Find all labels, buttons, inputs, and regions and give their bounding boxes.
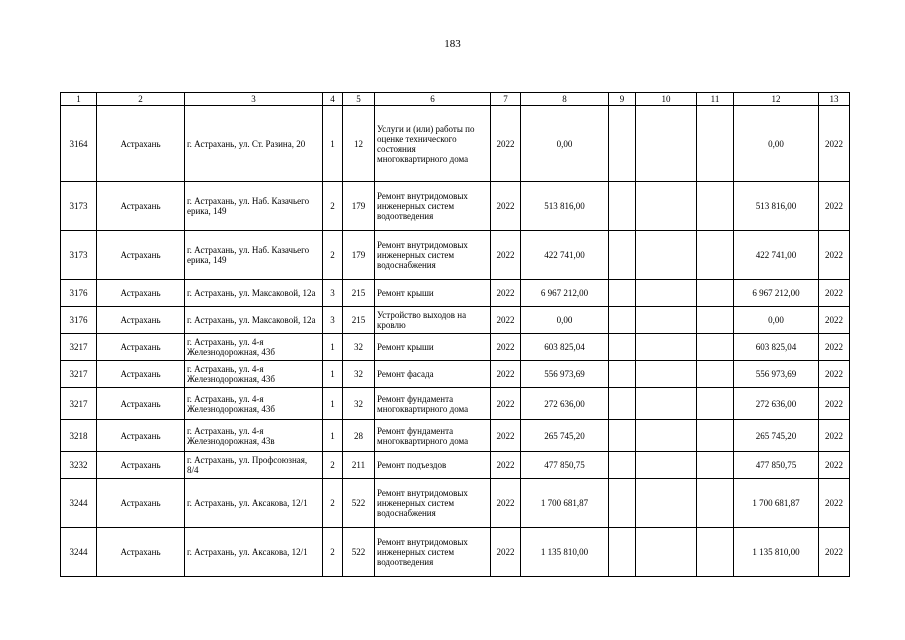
cell-id: 3232 — [61, 452, 97, 479]
cell-work-type: Ремонт крыши — [375, 280, 491, 307]
cell-city: Астрахань — [97, 182, 185, 231]
cell-col5: 211 — [343, 452, 375, 479]
table-row — [61, 452, 850, 479]
cell-address: г. Астрахань, ул. 4-я Железнодорожная, 43б — [185, 388, 323, 420]
cell-end-year: 2022 — [819, 182, 850, 231]
table-row — [61, 334, 850, 361]
cell-col9 — [609, 528, 636, 577]
column-header: 10 — [636, 93, 697, 106]
cell-col5: 12 — [343, 106, 375, 182]
cell-id: 3244 — [61, 528, 97, 577]
cell-col11 — [697, 528, 734, 577]
cell-year: 2022 — [491, 528, 521, 577]
cell-id: 3217 — [61, 334, 97, 361]
cell-col5: 32 — [343, 361, 375, 388]
table-row — [61, 182, 850, 231]
cell-col11 — [697, 420, 734, 452]
cell-total: 272 636,00 — [734, 388, 819, 420]
cell-amount: 477 850,75 — [521, 452, 609, 479]
cell-address: г. Астрахань, ул. Максаковой, 12а — [185, 307, 323, 334]
cell-address: г. Астрахань, ул. Ст. Разина, 20 — [185, 106, 323, 182]
cell-col10 — [636, 420, 697, 452]
cell-col10 — [636, 182, 697, 231]
cell-col5: 215 — [343, 307, 375, 334]
cell-col10 — [636, 528, 697, 577]
cell-end-year: 2022 — [819, 528, 850, 577]
cell-col10 — [636, 361, 697, 388]
cell-col10 — [636, 106, 697, 182]
cell-col5: 215 — [343, 280, 375, 307]
cell-col4: 1 — [323, 106, 343, 182]
column-header: 9 — [609, 93, 636, 106]
cell-work-type: Ремонт фундамента многоквартирного дома — [375, 420, 491, 452]
cell-city: Астрахань — [97, 280, 185, 307]
cell-city: Астрахань — [97, 479, 185, 528]
cell-col11 — [697, 452, 734, 479]
cell-amount: 272 636,00 — [521, 388, 609, 420]
cell-col4: 1 — [323, 388, 343, 420]
cell-end-year: 2022 — [819, 388, 850, 420]
cell-city: Астрахань — [97, 528, 185, 577]
cell-city: Астрахань — [97, 334, 185, 361]
column-header: 7 — [491, 93, 521, 106]
cell-col9 — [609, 231, 636, 280]
cell-total: 513 816,00 — [734, 182, 819, 231]
cell-id: 3218 — [61, 420, 97, 452]
cell-year: 2022 — [491, 334, 521, 361]
cell-id: 3244 — [61, 479, 97, 528]
cell-col4: 2 — [323, 528, 343, 577]
cell-col9 — [609, 307, 636, 334]
cell-amount: 0,00 — [521, 106, 609, 182]
cell-end-year: 2022 — [819, 231, 850, 280]
cell-id: 3176 — [61, 307, 97, 334]
cell-end-year: 2022 — [819, 280, 850, 307]
cell-total: 0,00 — [734, 106, 819, 182]
cell-col9 — [609, 479, 636, 528]
column-header: 11 — [697, 93, 734, 106]
cell-total: 1 135 810,00 — [734, 528, 819, 577]
cell-col4: 1 — [323, 420, 343, 452]
table-row — [61, 106, 850, 182]
cell-city: Астрахань — [97, 307, 185, 334]
cell-col11 — [697, 334, 734, 361]
cell-total: 1 700 681,87 — [734, 479, 819, 528]
cell-id: 3217 — [61, 388, 97, 420]
cell-end-year: 2022 — [819, 479, 850, 528]
cell-col9 — [609, 361, 636, 388]
cell-work-type: Ремонт крыши — [375, 334, 491, 361]
cell-col9 — [609, 280, 636, 307]
cell-col10 — [636, 280, 697, 307]
cell-col4: 2 — [323, 452, 343, 479]
cell-year: 2022 — [491, 307, 521, 334]
cell-end-year: 2022 — [819, 307, 850, 334]
cell-total: 265 745,20 — [734, 420, 819, 452]
cell-work-type: Ремонт подъездов — [375, 452, 491, 479]
cell-id: 3164 — [61, 106, 97, 182]
cell-id: 3173 — [61, 231, 97, 280]
table-row — [61, 388, 850, 420]
cell-address: г. Астрахань, ул. 4-я Железнодорожная, 43в — [185, 420, 323, 452]
cell-total: 477 850,75 — [734, 452, 819, 479]
cell-end-year: 2022 — [819, 361, 850, 388]
cell-total: 556 973,69 — [734, 361, 819, 388]
cell-amount: 556 973,69 — [521, 361, 609, 388]
column-header: 8 — [521, 93, 609, 106]
column-header: 3 — [185, 93, 323, 106]
cell-total: 6 967 212,00 — [734, 280, 819, 307]
cell-city: Астрахань — [97, 388, 185, 420]
cell-col4: 2 — [323, 182, 343, 231]
cell-amount: 265 745,20 — [521, 420, 609, 452]
cell-year: 2022 — [491, 479, 521, 528]
cell-total: 422 741,00 — [734, 231, 819, 280]
cell-col5: 522 — [343, 528, 375, 577]
cell-amount: 1 135 810,00 — [521, 528, 609, 577]
cell-work-type: Ремонт внутридомовых инженерных систем водоснабжения — [375, 479, 491, 528]
cell-address: г. Астрахань, ул. Аксакова, 12/1 — [185, 528, 323, 577]
data-table — [60, 92, 850, 577]
cell-address: г. Астрахань, ул. 4-я Железнодорожная, 43б — [185, 361, 323, 388]
cell-work-type: Ремонт внутридомовых инженерных систем водоснабжения — [375, 231, 491, 280]
table-body — [61, 106, 850, 577]
cell-address: г. Астрахань, ул. Профсоюзная, 8/4 — [185, 452, 323, 479]
cell-year: 2022 — [491, 361, 521, 388]
cell-col11 — [697, 182, 734, 231]
cell-address: г. Астрахань, ул. Наб. Казачьего ерика, 149 — [185, 231, 323, 280]
cell-work-type: Устройство выходов на кровлю — [375, 307, 491, 334]
cell-amount: 422 741,00 — [521, 231, 609, 280]
cell-city: Астрахань — [97, 231, 185, 280]
cell-col9 — [609, 334, 636, 361]
cell-col11 — [697, 307, 734, 334]
table-row — [61, 280, 850, 307]
cell-end-year: 2022 — [819, 334, 850, 361]
cell-col11 — [697, 106, 734, 182]
cell-col5: 28 — [343, 420, 375, 452]
cell-amount: 513 816,00 — [521, 182, 609, 231]
cell-col5: 522 — [343, 479, 375, 528]
cell-end-year: 2022 — [819, 420, 850, 452]
cell-work-type: Ремонт фасада — [375, 361, 491, 388]
cell-col9 — [609, 106, 636, 182]
cell-year: 2022 — [491, 452, 521, 479]
cell-col9 — [609, 420, 636, 452]
cell-col5: 179 — [343, 231, 375, 280]
cell-col11 — [697, 280, 734, 307]
cell-city: Астрахань — [97, 361, 185, 388]
cell-col9 — [609, 452, 636, 479]
cell-col4: 2 — [323, 231, 343, 280]
cell-col5: 179 — [343, 182, 375, 231]
header-row — [61, 93, 850, 106]
table-row — [61, 361, 850, 388]
cell-end-year: 2022 — [819, 106, 850, 182]
cell-work-type: Ремонт внутридомовых инженерных систем водоотведения — [375, 182, 491, 231]
column-header: 13 — [819, 93, 850, 106]
page-number: 183 — [444, 38, 461, 50]
table-row — [61, 307, 850, 334]
cell-col9 — [609, 182, 636, 231]
cell-col11 — [697, 361, 734, 388]
table-header — [61, 93, 850, 106]
cell-amount: 603 825,04 — [521, 334, 609, 361]
cell-city: Астрахань — [97, 452, 185, 479]
cell-year: 2022 — [491, 231, 521, 280]
cell-city: Астрахань — [97, 420, 185, 452]
cell-work-type: Ремонт внутридомовых инженерных систем водоотведения — [375, 528, 491, 577]
table-row — [61, 479, 850, 528]
cell-col4: 2 — [323, 479, 343, 528]
cell-city: Астрахань — [97, 106, 185, 182]
cell-id: 3173 — [61, 182, 97, 231]
column-header: 12 — [734, 93, 819, 106]
column-header: 4 — [323, 93, 343, 106]
table-row — [61, 528, 850, 577]
table-row — [61, 420, 850, 452]
cell-address: г. Астрахань, ул. Аксакова, 12/1 — [185, 479, 323, 528]
cell-col10 — [636, 231, 697, 280]
cell-total: 0,00 — [734, 307, 819, 334]
cell-amount: 0,00 — [521, 307, 609, 334]
cell-col4: 1 — [323, 361, 343, 388]
cell-col11 — [697, 479, 734, 528]
cell-col10 — [636, 452, 697, 479]
cell-year: 2022 — [491, 388, 521, 420]
cell-col4: 3 — [323, 280, 343, 307]
cell-amount: 1 700 681,87 — [521, 479, 609, 528]
column-header: 2 — [97, 93, 185, 106]
cell-year: 2022 — [491, 280, 521, 307]
cell-col4: 3 — [323, 307, 343, 334]
cell-col10 — [636, 307, 697, 334]
cell-col4: 1 — [323, 334, 343, 361]
table-row — [61, 231, 850, 280]
cell-end-year: 2022 — [819, 452, 850, 479]
cell-col11 — [697, 231, 734, 280]
cell-col5: 32 — [343, 388, 375, 420]
cell-address: г. Астрахань, ул. Наб. Казачьего ерика, 149 — [185, 182, 323, 231]
cell-col9 — [609, 388, 636, 420]
cell-address: г. Астрахань, ул. Максаковой, 12а — [185, 280, 323, 307]
cell-year: 2022 — [491, 420, 521, 452]
cell-col10 — [636, 479, 697, 528]
cell-total: 603 825,04 — [734, 334, 819, 361]
cell-col10 — [636, 388, 697, 420]
cell-work-type: Ремонт фундамента многоквартирного дома — [375, 388, 491, 420]
cell-year: 2022 — [491, 106, 521, 182]
cell-id: 3176 — [61, 280, 97, 307]
cell-id: 3217 — [61, 361, 97, 388]
cell-col5: 32 — [343, 334, 375, 361]
column-header: 1 — [61, 93, 97, 106]
cell-amount: 6 967 212,00 — [521, 280, 609, 307]
column-header: 5 — [343, 93, 375, 106]
cell-work-type: Услуги и (или) работы по оценке технического состояния многоквартирного дома — [375, 106, 491, 182]
cell-col10 — [636, 334, 697, 361]
cell-year: 2022 — [491, 182, 521, 231]
cell-address: г. Астрахань, ул. 4-я Железнодорожная, 43б — [185, 334, 323, 361]
cell-col11 — [697, 388, 734, 420]
column-header: 6 — [375, 93, 491, 106]
